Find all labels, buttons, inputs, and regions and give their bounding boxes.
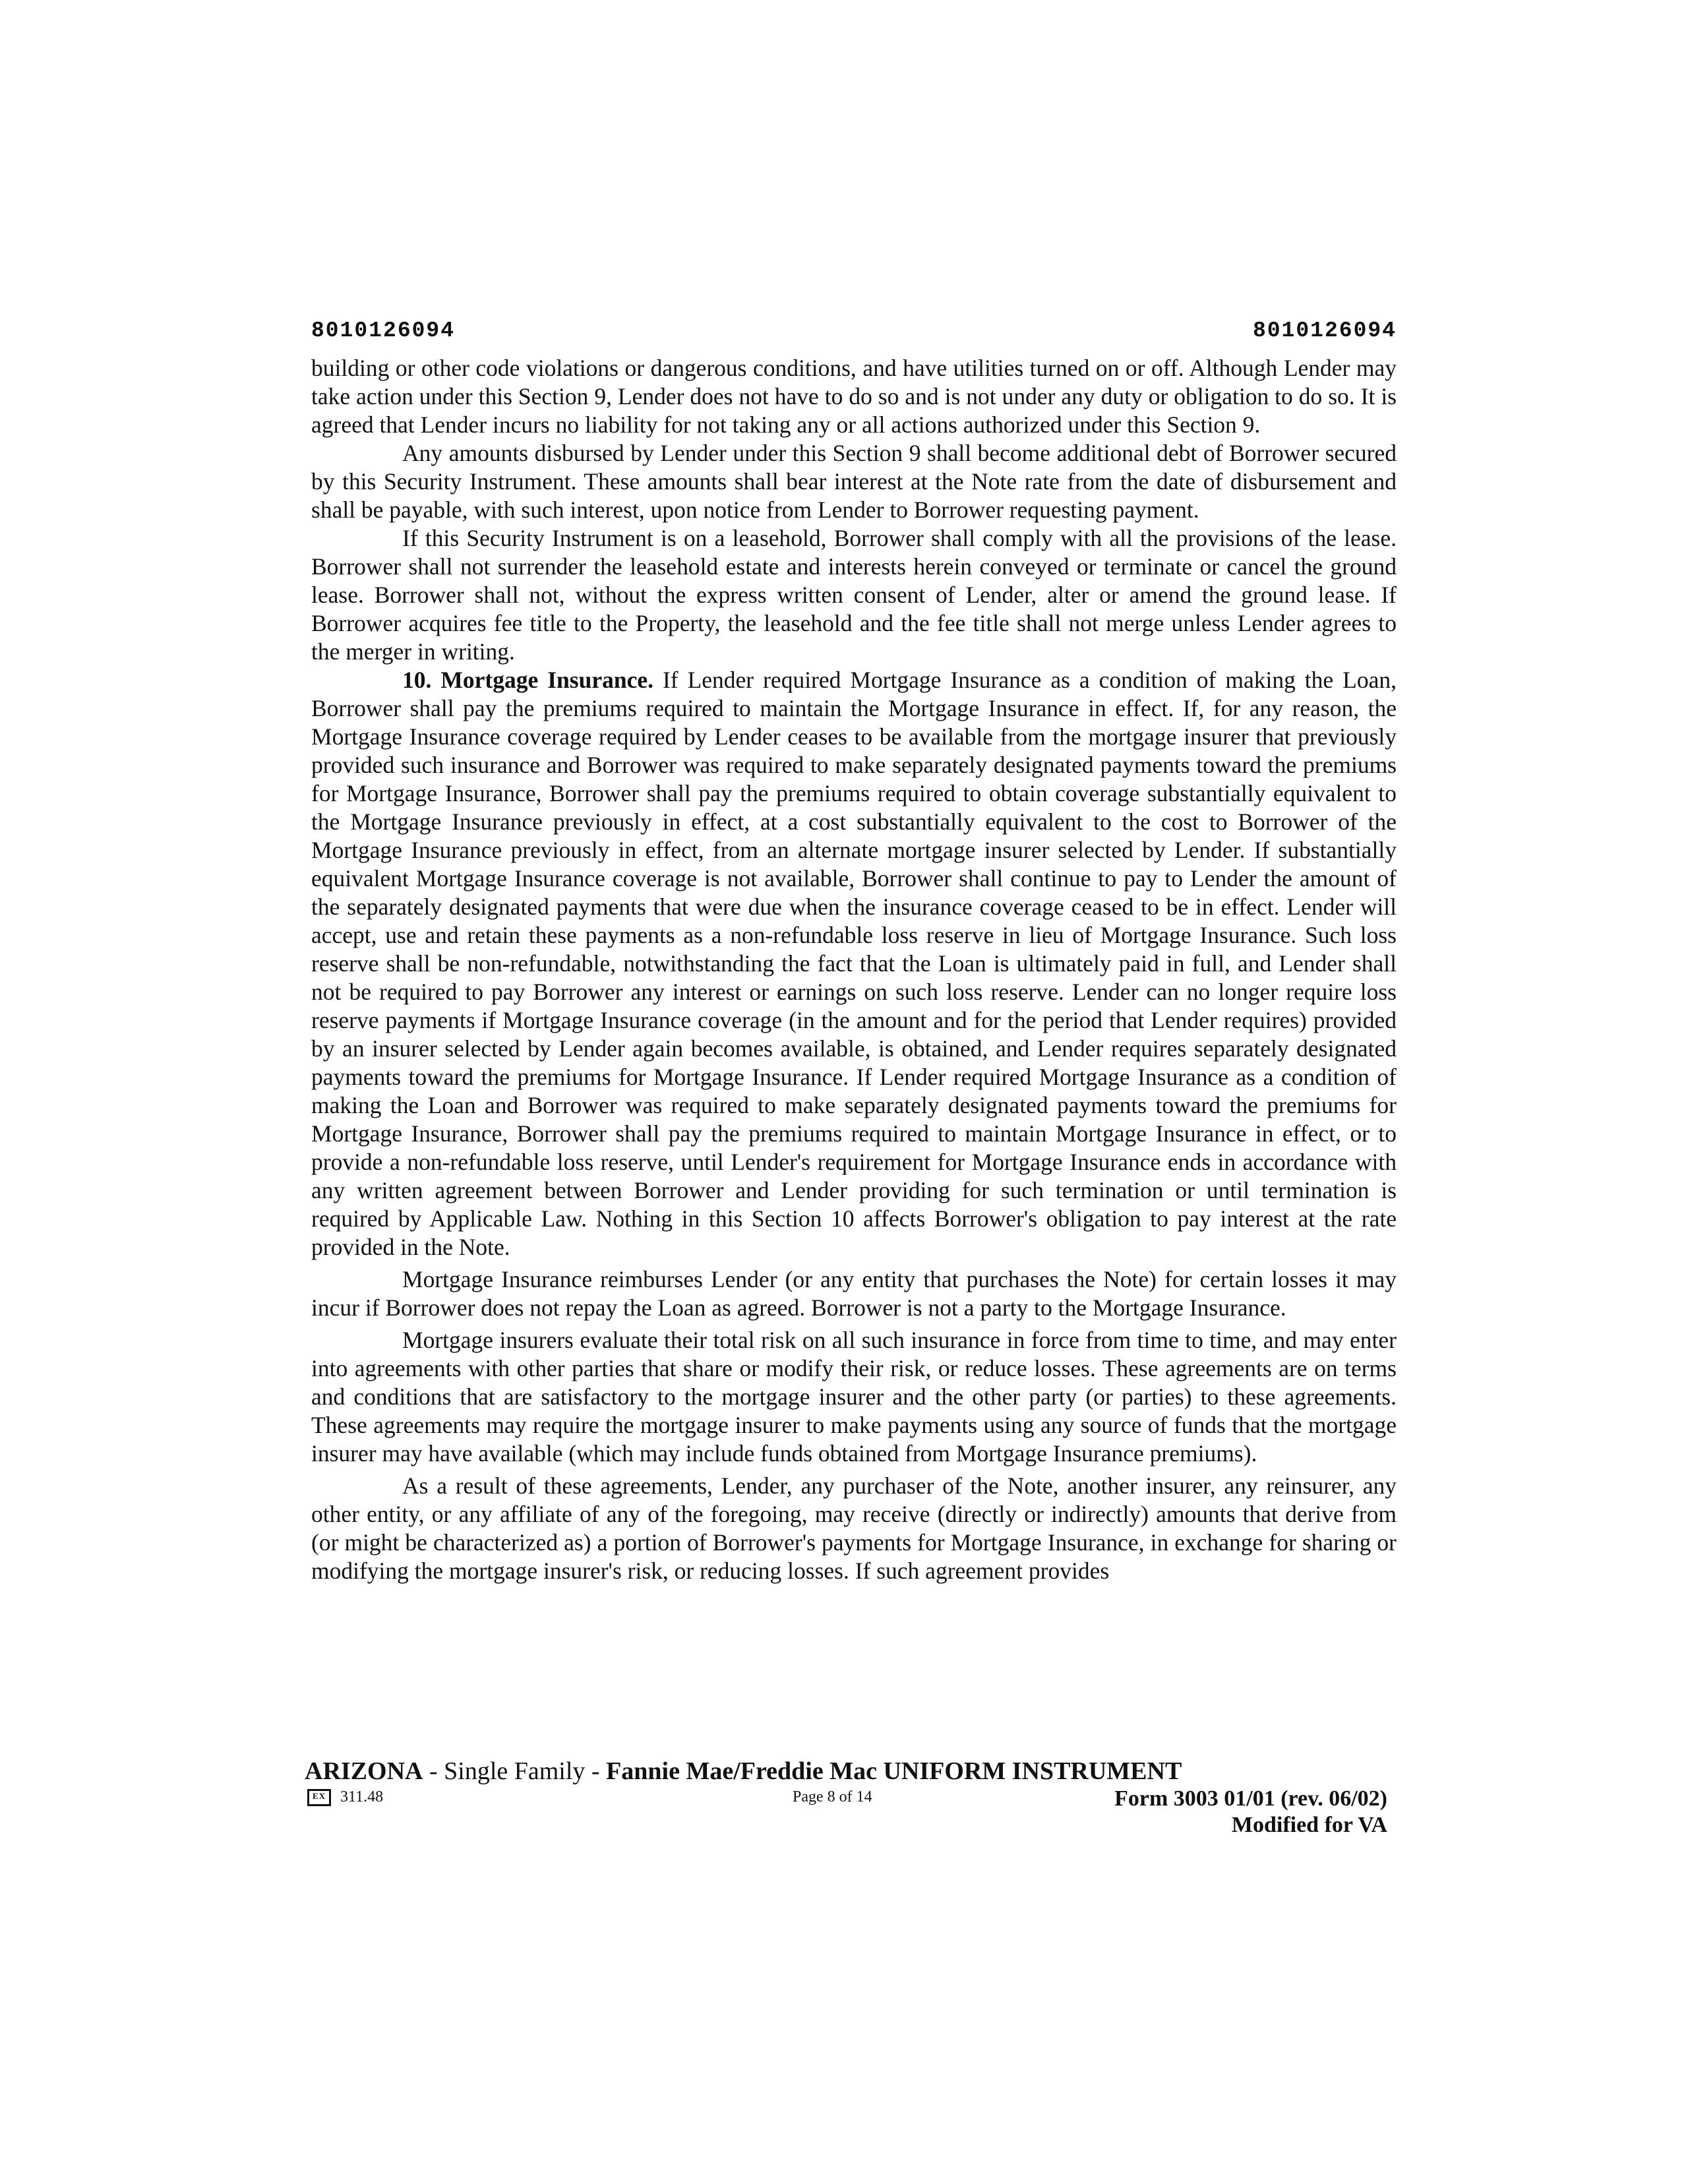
paragraph-mi-reimburses: Mortgage Insurance reimburses Lender (or any entity that purchases the Note) for certain losses it may incur if Borrower does not repay the Loan as agreed. Borrower is not a party to the Mortgage Insurance. — [311, 1266, 1397, 1321]
paragraph-disbursed-amounts: Any amounts disbursed by Lender under this Section 9 shall become additional debt of Borrower secured by this Security Instrument. These amounts shall bear interest at the Note rate from the date of disbursement and shall be payable, with such interest, upon notice from Lender to Borrower requesting payment. — [311, 440, 1397, 523]
loan-number-right: 8010126094 — [1252, 318, 1397, 343]
paragraph-mi-insurers: Mortgage insurers evaluate their total risk on all such insurance in force from time to time, and may enter into agreements with other parties that share or modify their risk, or reduce losses. These agreements are on terms and conditions that are satisfactory to the mortgage insurer and the other party (or parties) to these agreements. These agreements may require the mortgage insurer to make payments using any source of funds that the mortgage insurer may have available (which may include funds obtained from Mortgage Insurance premiums). — [311, 1327, 1397, 1467]
footer-row — [305, 1786, 1399, 1837]
form-modified: Modified for VA — [1231, 1813, 1387, 1837]
paragraph-leasehold: If this Security Instrument is on a leasehold, Borrower shall comply with all the provisions of the lease. Borrower shall not surrender the leasehold estate and interests herein conveyed or terminate or cancel the ground lease. Borrower shall not, without the express written consent of Lender, alter or amend the ground lease. If Borrower acquires fee title to the Property, the leasehold and the fee title shall not merge unless Lender agrees to the merger in writing. — [311, 525, 1397, 665]
form-number: Form 3003 01/01 (rev. 06/02) — [1114, 1786, 1387, 1811]
footer-sep: - Single Family - — [423, 1757, 607, 1785]
loan-number-header — [311, 317, 1397, 345]
page-footer — [305, 1757, 1399, 1837]
section-10-heading: 10. Mortgage Insurance. — [402, 667, 653, 693]
paragraph-agreements-result: As a result of these agreements, Lender, any purchaser of the Note, another insurer, any reinsurer, any other entity, or any affiliate of any of the foregoing, may receive (directly or indirectly) amounts that derive from (or might be characterized as) a portion of Borrower's payments for Mortgage Insurance, in exchange for sharing or modifying the mortgage insurer's risk, or reducing losses. If such agreement provides — [311, 1472, 1397, 1584]
ellie-mae-logo-icon: EX — [307, 1789, 331, 1806]
form-identifier — [1114, 1786, 1387, 1838]
loan-number-left: 8010126094 — [311, 318, 456, 343]
footer-instrument-title — [305, 1757, 1399, 1786]
footer-instrument: Fannie Mae/Freddie Mac UNIFORM INSTRUMENT — [606, 1757, 1182, 1785]
form-code — [307, 1788, 383, 1806]
document-page — [311, 317, 1397, 1585]
page-number: Page 8 of 14 — [793, 1788, 872, 1805]
section-10-mortgage-insurance — [311, 666, 1397, 1261]
section-10-text: If Lender required Mortgage Insurance as a condition of making the Loan, Borrower shall pay the premiums required to maintain the Mortgage Insurance in effect. If, for any reason, the Mortgage Insurance coverage required by Lender ceases to be available from the mortgage insurer that previously provided such insurance and Borrower was required to make separately designated payments toward the premiums for Mortgage Insurance, Borrower shall pay the premiums required to obtain coverage substantially equivalent to the Mortgage Insurance previously in effect, at a cost substantially equivalent to the cost to Borrower of the Mortgage Insurance previously in effect, from an alternate mortgage insurer selected by Lender. If substantially equivalent Mortgage Insurance coverage is not available, Borrower shall continue to pay to Lender the amount of the separately designated payments that were due when the insurance coverage ceased to be in effect. Lender will accept, use and retain these payments as a non-refundable loss reserve in lieu of Mortgage Insurance. Such loss reserve shall be non-refundable, notwithstanding the fact that the Loan is ultimately paid in full, and Lender shall not be required to pay Borrower any interest or earnings on such loss reserve. Lender can no longer require loss reserve payments if Mortgage Insurance coverage (in the amount and for the period that Lender requires) provided by an insurer selected by Lender again becomes available, is obtained, and Lender requires separately designated payments toward the premiums for Mortgage Insurance. If Lender required Mortgage Insurance as a condition of making the Loan and Borrower was required to make separately designated payments toward the premiums for Mortgage Insurance, Borrower shall pay the premiums required to maintain Mortgage Insurance in effect, or to provide a non-refundable loss reserve, until Lender's requirement for Mortgage Insurance ends in accordance with any written agreement between Borrower and Lender providing for such termination or until termination is required by Applicable Law. Nothing in this Section 10 affects Borrower's obligation to pay interest at the rate provided in the Note. — [311, 667, 1397, 1260]
paragraph-continuation: building or other code violations or dangerous conditions, and have utilities turned on or off. Although Lender may take action under this Section 9, Lender does not have to do so and is not under any duty or obligation to do so. It is agreed that Lender incurs no liability for not taking any or all actions authorized under this Section 9. — [311, 355, 1397, 438]
form-code-number: 311.48 — [340, 1788, 384, 1805]
footer-state: ARIZONA — [305, 1757, 423, 1785]
